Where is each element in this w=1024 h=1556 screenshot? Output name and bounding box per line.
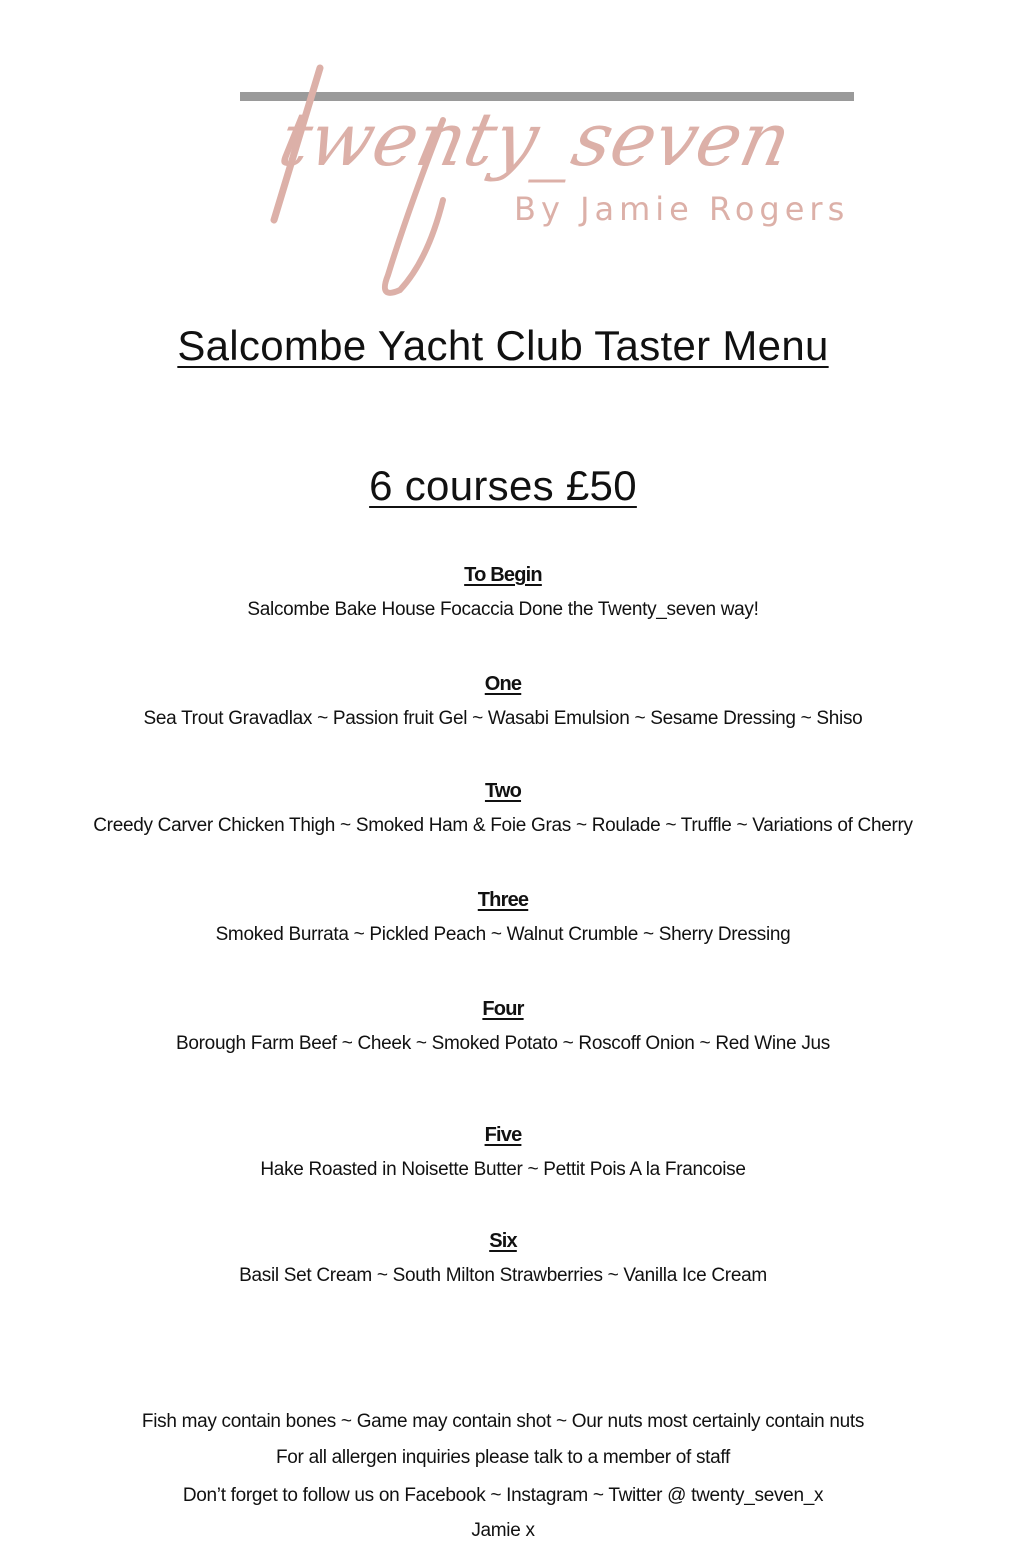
- course-description: Smoked Burrata ~ Pickled Peach ~ Walnut Crumble ~ Sherry Dressing: [215, 924, 791, 945]
- course-heading: Four: [482, 998, 524, 1020]
- course-description: Basil Set Cream ~ South Milton Strawberries ~ Vanilla Ice Cream: [239, 1265, 767, 1286]
- course-six: [0, 1228, 1006, 1289]
- course-one: [0, 671, 1006, 732]
- course-description: Creedy Carver Chicken Thigh ~ Smoked Ham & Foie Gras ~ Roulade ~ Truffle ~ Variations of Cherry: [93, 815, 913, 836]
- course-description: Hake Roasted in Noisette Butter ~ Pettit Pois A la Francoise: [260, 1159, 746, 1180]
- course-heading: Three: [477, 889, 529, 911]
- course-to-begin: [0, 562, 1006, 623]
- social-note: Don’t forget to follow us on Facebook ~ Instagram ~ Twitter @ twenty_seven_x: [182, 1485, 824, 1506]
- page-title: Salcombe Yacht Club Taster Menu: [177, 322, 829, 369]
- course-two: [0, 778, 1006, 839]
- course-heading: To Begin: [464, 564, 542, 586]
- course-heading: Two: [484, 780, 522, 802]
- logo-graphic: [238, 60, 858, 300]
- logo-byline: By Jamie Rogers: [514, 190, 850, 228]
- signoff: Jamie x: [471, 1520, 535, 1541]
- course-three: [0, 887, 1006, 948]
- logo-script-text: twenty_seven: [271, 96, 799, 183]
- course-four: [0, 996, 1006, 1057]
- course-description: Salcombe Bake House Focaccia Done the Twenty_seven way!: [247, 599, 759, 620]
- course-heading: Six: [489, 1230, 517, 1252]
- course-description: Sea Trout Gravadlax ~ Passion fruit Gel ~ Wasabi Emulsion ~ Sesame Dressing ~ Shiso: [143, 708, 863, 729]
- course-description: Borough Farm Beef ~ Cheek ~ Smoked Potato ~ Roscoff Onion ~ Red Wine Jus: [176, 1033, 830, 1054]
- course-five: [0, 1122, 1006, 1183]
- staff-note: For all allergen inquiries please talk to a member of staff: [275, 1447, 731, 1468]
- course-heading: Five: [484, 1124, 522, 1146]
- price-line: 6 courses £50: [369, 462, 637, 509]
- allergen-note: Fish may contain bones ~ Game may contain shot ~ Our nuts most certainly contain nuts: [141, 1411, 865, 1432]
- logo: [238, 60, 858, 300]
- course-heading: One: [484, 673, 522, 695]
